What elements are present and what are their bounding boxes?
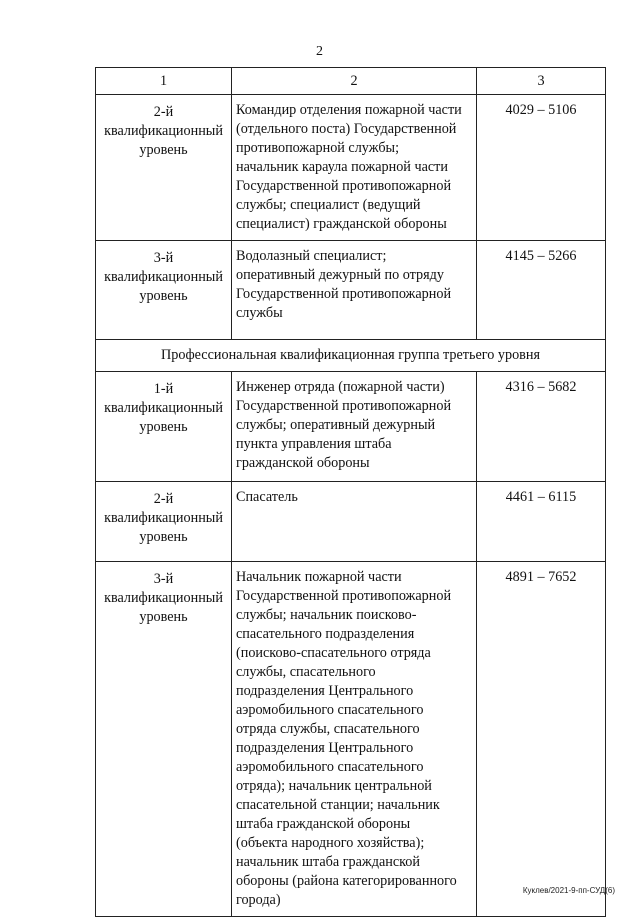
position-line: (поисково-спасательного отряда — [236, 645, 431, 661]
level-line: квалификационный — [104, 590, 223, 606]
position-line: специалист) гражданской обороны — [236, 216, 447, 232]
salary-range-cell: 4891 – 7652 — [477, 562, 606, 917]
level-line: 3-й — [153, 571, 174, 587]
header-col-3: 3 — [477, 68, 606, 95]
level-line: уровень — [139, 142, 188, 158]
table-row — [96, 482, 606, 562]
position-line: Государственной противопожарной — [236, 178, 452, 194]
position-line: Инженер отряда (пожарной части) — [236, 379, 445, 395]
level-cell — [96, 241, 232, 340]
position-line: обороны (района категорированного — [236, 873, 457, 889]
position-line: аэромобильного спасательного — [236, 759, 424, 775]
position-line: города) — [236, 892, 281, 908]
level-line: квалификационный — [104, 510, 223, 526]
position-line: противопожарной службы; — [236, 140, 400, 156]
position-line: начальник штаба гражданской — [236, 854, 420, 870]
page-number: 2 — [316, 44, 323, 59]
position-line: отряда); начальник центральной — [236, 778, 432, 794]
header-col-1: 1 — [96, 68, 232, 95]
level-line: 2-й — [153, 491, 174, 507]
positions-cell — [232, 95, 477, 241]
position-line: оперативный дежурный по отряду — [236, 267, 444, 283]
level-line: уровень — [139, 609, 188, 625]
position-line: гражданской обороны — [236, 455, 370, 471]
table-row — [96, 241, 606, 340]
table-row — [96, 95, 606, 241]
position-line: службы; оперативный дежурный — [236, 417, 436, 433]
level-line: квалификационный — [104, 400, 223, 416]
position-line: Государственной противопожарной — [236, 588, 452, 604]
position-line: спасательного подразделения — [236, 626, 415, 642]
positions-cell — [232, 241, 477, 340]
level-line: квалификационный — [104, 269, 223, 285]
salary-range-cell: 4316 – 5682 — [477, 372, 606, 482]
level-line: уровень — [139, 419, 188, 435]
position-line: Государственной противопожарной — [236, 286, 452, 302]
level-cell — [96, 95, 232, 241]
document-code: Куклев/2021-9-пп-СУД(6) — [522, 886, 615, 895]
position-line: Спасатель — [236, 489, 298, 505]
position-line: Командир отделения пожарной части — [236, 102, 462, 118]
level-line: уровень — [139, 529, 188, 545]
position-line: отряда службы, спасательного — [236, 721, 420, 737]
position-line: службы, спасательного — [236, 664, 376, 680]
position-line: службы; начальник поисково- — [236, 607, 417, 623]
position-line: службы — [236, 305, 283, 321]
salary-range-cell: 4145 – 5266 — [477, 241, 606, 340]
position-line: (объекта народного хозяйства); — [236, 835, 425, 851]
salary-range-cell: 4029 – 5106 — [477, 95, 606, 241]
position-line: службы; специалист (ведущий — [236, 197, 421, 213]
table-row — [96, 372, 606, 482]
position-line: начальник караула пожарной части — [236, 159, 448, 175]
positions-cell — [232, 562, 477, 917]
table-header-row — [96, 68, 606, 95]
position-line: Государственной противопожарной — [236, 398, 452, 414]
level-cell — [96, 562, 232, 917]
level-line: уровень — [139, 288, 188, 304]
level-line: 2-й — [153, 104, 174, 120]
level-line: 3-й — [153, 250, 174, 266]
position-line: подразделения Центрального — [236, 683, 414, 699]
position-line: пункта управления штаба — [236, 436, 392, 452]
position-line: спасательной станции; начальник — [236, 797, 440, 813]
group-heading-row — [96, 340, 606, 372]
position-line: Водолазный специалист; — [236, 248, 387, 264]
level-cell — [96, 372, 232, 482]
table-row — [96, 562, 606, 917]
level-line: 1-й — [153, 381, 174, 397]
group-heading: Профессиональная квалификационная группа третьего уровня — [96, 340, 606, 372]
position-line: подразделения Центрального — [236, 740, 414, 756]
positions-cell — [232, 482, 477, 562]
position-line: аэромобильного спасательного — [236, 702, 424, 718]
level-line: квалификационный — [104, 123, 223, 139]
header-col-2: 2 — [232, 68, 477, 95]
qualification-table — [95, 67, 606, 917]
position-line: Начальник пожарной части — [236, 569, 402, 585]
positions-cell — [232, 372, 477, 482]
level-cell — [96, 482, 232, 562]
salary-range-cell: 4461 – 6115 — [477, 482, 606, 562]
position-line: (отдельного поста) Государственной — [236, 121, 457, 137]
position-line: штаба гражданской обороны — [236, 816, 411, 832]
